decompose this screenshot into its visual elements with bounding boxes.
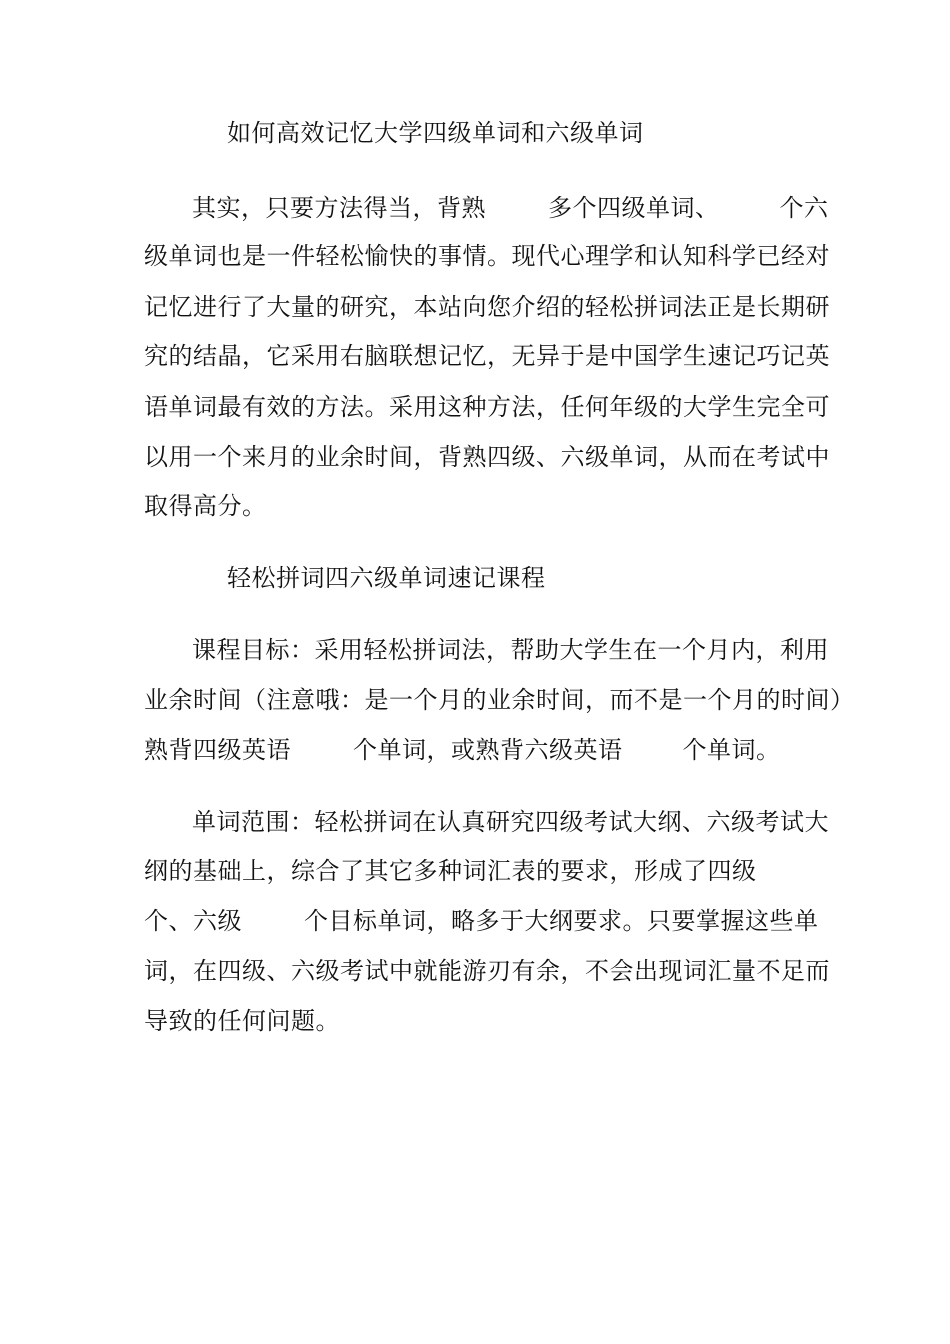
goal-line-3 bbox=[144, 735, 809, 765]
scope-line-1-text: 单词范围：轻松拼词在认真研究四级考试大纲、六级考试大 bbox=[192, 808, 829, 836]
intro-line-6: 以用一个来月的业余时间，背熟四级、六级单词，从而在考试中 bbox=[144, 443, 830, 471]
scope-line-4: 词，在四级、六级考试中就能游刃有余，不会出现词汇量不足而 bbox=[144, 957, 830, 985]
intro-line-4: 究的结晶，它采用右脑联想记忆，无异于是中国学生速记巧记英 bbox=[144, 342, 830, 370]
goal-line-3-part-a: 熟背四级英语 bbox=[144, 736, 291, 764]
scope-line-3 bbox=[144, 906, 819, 936]
intro-line-3: 记忆进行了大量的研究，本站向您介绍的轻松拼词法正是长期研 bbox=[144, 293, 830, 321]
scope-line-1 bbox=[144, 807, 829, 837]
intro-line-2: 级单词也是一件轻松愉快的事情。现代心理学和认知科学已经对 bbox=[144, 242, 830, 270]
goal-line-3-part-c: 个单词。 bbox=[682, 736, 781, 764]
document-title: 如何高效记忆大学四级单词和六级单词 bbox=[227, 119, 644, 147]
scope-line-2: 纲的基础上，综合了其它多种词汇表的要求，形成了四级 bbox=[144, 857, 757, 885]
goal-line-1 bbox=[144, 635, 829, 665]
course-heading: 轻松拼词四六级单词速记课程 bbox=[227, 564, 546, 592]
intro-line-5: 语单词最有效的方法。采用这种方法，任何年级的大学生完全可 bbox=[144, 393, 830, 421]
scope-line-5: 导致的任何问题。 bbox=[144, 1007, 340, 1035]
intro-line-7: 取得高分。 bbox=[144, 492, 267, 520]
goal-line-1-text: 课程目标：采用轻松拼词法，帮助大学生在一个月内，利用 bbox=[192, 636, 829, 664]
goal-line-3-part-b: 个单词，或熟背六级英语 bbox=[353, 736, 623, 764]
intro-line-1-part-c: 个六 bbox=[779, 194, 829, 222]
scope-line-3-part-a: 个、六级 bbox=[144, 907, 242, 935]
intro-line-1-part-b: 多个四级单词、 bbox=[548, 194, 720, 222]
scope-line-3-part-b: 个目标单词，略多于大纲要求。只要掌握这些单 bbox=[304, 907, 819, 935]
goal-line-2: 业余时间（注意哦：是一个月的业余时间，而不是一个月的时间） bbox=[144, 686, 855, 714]
intro-line-1-part-a: 其实，只要方法得当，背熟 bbox=[192, 194, 486, 222]
intro-line-1 bbox=[144, 193, 829, 223]
